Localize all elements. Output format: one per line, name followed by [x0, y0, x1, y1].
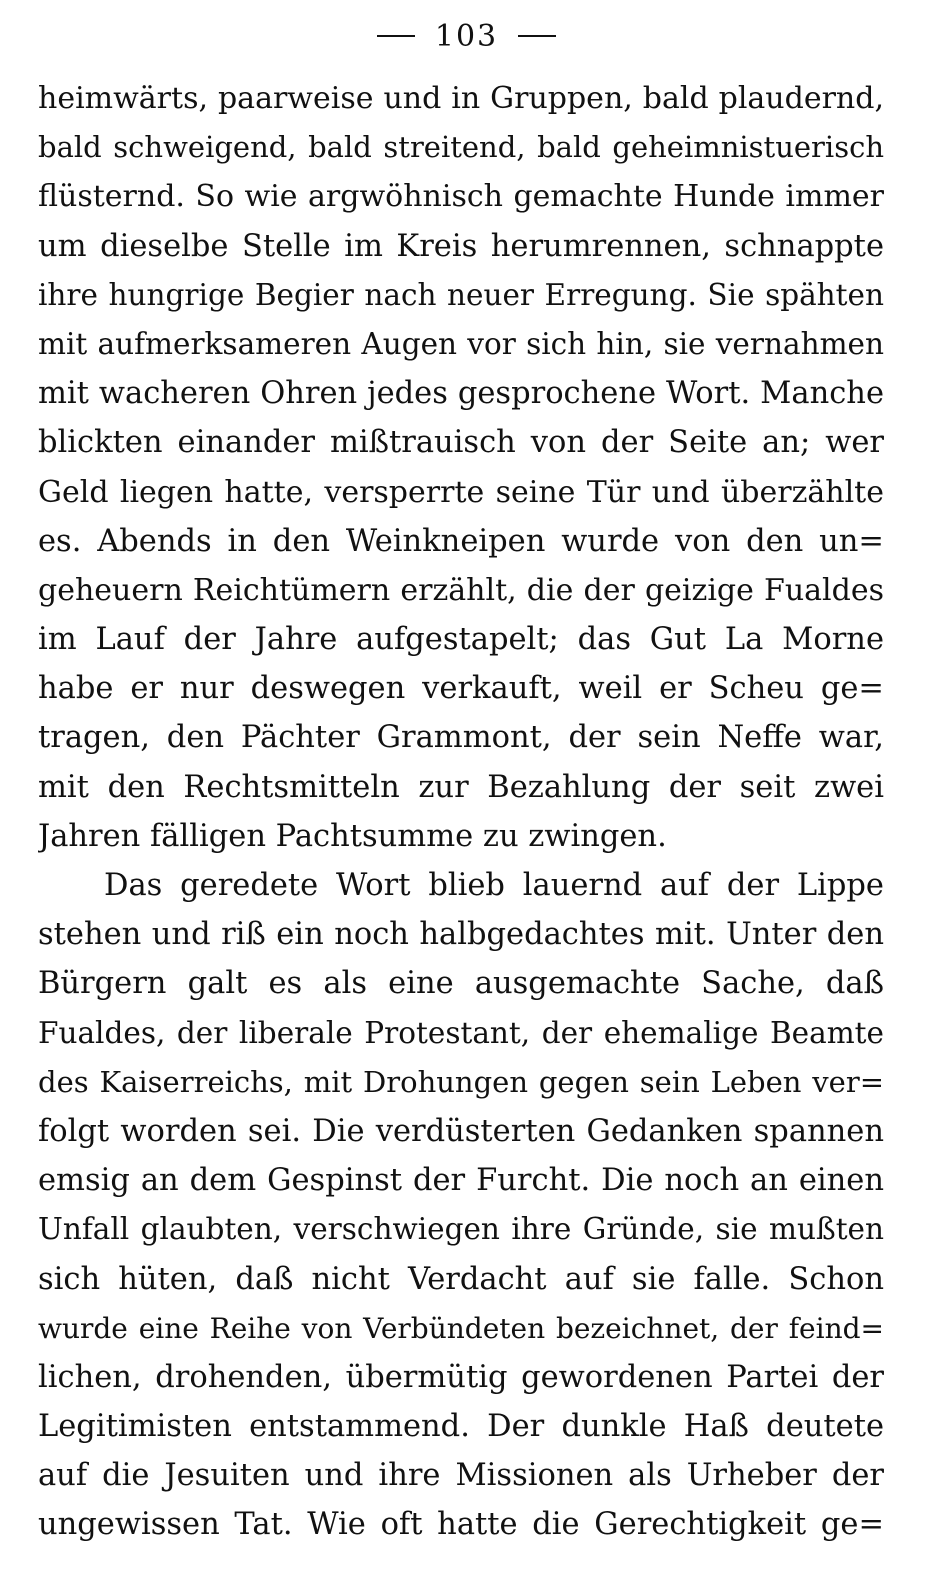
text-line: wurde eine Reihe von Verbündeten bezeichnet, der feind=: [38, 1311, 884, 1345]
text-line: heimwärts, paarweise und in Gruppen, bald plaudernd,: [38, 81, 884, 116]
text-line: bald schweigend, bald streitend, bald geheimnistuerisch: [38, 130, 884, 165]
text-line: lichen, drohenden, übermütig gewordenen Partei der: [38, 1359, 884, 1395]
text-line: ihre hungrige Begier nach neuer Erregung. Sie spähten: [38, 277, 884, 312]
text-line: geheuern Reichtümern erzählt, die der geizige Fualdes: [38, 572, 884, 608]
text-line: mit aufmerksameren Augen vor sich hin, sie vernahmen: [38, 326, 884, 361]
paragraph-1: [38, 74, 884, 861]
text-line: Legitimisten entstammend. Der dunkle Haß deutete: [38, 1409, 884, 1445]
text-line: auf die Jesuiten und ihre Missionen als Urheber der: [38, 1458, 884, 1494]
text-line: ungewissen Tat. Wie oft hatte die Gerechtigkeit ge=: [38, 1507, 884, 1543]
text-line: mit wacheren Ohren jedes gesprochene Wort. Manche: [38, 376, 884, 412]
text-line: mit den Rechtsmitteln zur Bezahlung der seit zwei: [38, 769, 884, 805]
text-line: Bürgern galt es als eine ausgemachte Sache, daß: [38, 966, 884, 1002]
header-dash-left: [377, 35, 415, 37]
paragraph-2: [38, 861, 884, 1550]
text-line: folgt worden sei. Die verdüsterten Gedanken spannen: [38, 1113, 884, 1149]
text-line: um dieselbe Stelle im Kreis herumrennen, schnappte: [38, 228, 884, 264]
text-line: des Kaiserreichs, mit Drohungen gegen sein Leben ver=: [38, 1064, 884, 1099]
text-line: stehen und riß ein noch halbgedachtes mit. Unter den: [38, 917, 884, 953]
text-line: es. Abends in den Weinkneipen wurde von den un=: [38, 523, 884, 559]
text-line: blickten einander mißtrauisch von der Seite an; wer: [38, 425, 884, 461]
text-line: Unfall glaubten, verschwiegen ihre Gründe, sie mußten: [38, 1212, 884, 1247]
page-number: 103: [434, 18, 499, 54]
text-line: Geld liegen hatte, versperrte seine Tür und überzählte: [38, 474, 884, 510]
body-text: [38, 74, 884, 1550]
text-line: emsig an dem Gespinst der Furcht. Die noch an einen: [38, 1163, 884, 1199]
page-header: [0, 14, 933, 58]
text-line: flüsternd. So wie argwöhnisch gemachte Hunde immer: [38, 179, 884, 215]
text-line: Jahren fälligen Pachtsumme zu zwingen.: [38, 818, 667, 854]
header-dash-right: [518, 35, 556, 37]
text-line: tragen, den Pächter Grammont, der sein Neffe war,: [38, 720, 884, 756]
text-line: sich hüten, daß nicht Verdacht auf sie falle. Schon: [38, 1261, 884, 1297]
text-line: habe er nur deswegen verkauft, weil er Scheu ge=: [38, 671, 884, 707]
text-line: Fualdes, der liberale Protestant, der ehemalige Beamte: [38, 1015, 884, 1050]
text-line: Das geredete Wort blieb lauernd auf der Lippe: [104, 868, 884, 903]
text-line: im Lauf der Jahre aufgestapelt; das Gut La Morne: [38, 622, 884, 658]
